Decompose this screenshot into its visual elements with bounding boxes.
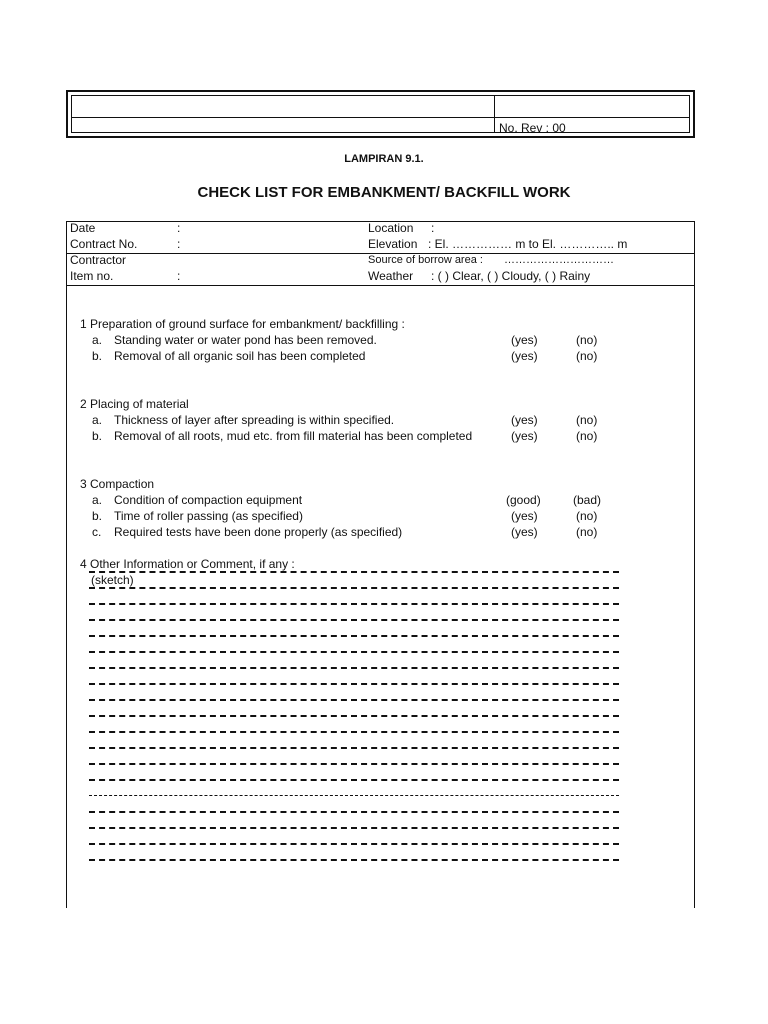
item-text: Condition of compaction equipment [114,493,303,507]
header-column-divider [494,96,495,132]
option-no[interactable]: (no) [576,509,598,523]
comment-line[interactable] [89,667,619,669]
item-letter: c. [92,525,102,539]
frame-left-border [66,286,67,908]
appendix-label: LAMPIRAN 9.1. [344,153,424,165]
comment-line[interactable] [89,651,619,653]
page-title: CHECK LIST FOR EMBANKMENT/ BACKFILL WORK [197,184,571,201]
item-text: Required tests have been done properly (as specified) [114,525,403,539]
header-divider [72,117,689,118]
option-no[interactable]: (no) [576,525,598,539]
comment-line[interactable] [89,715,619,717]
location-label: Location [368,221,414,235]
contract-label: Contract No. [70,237,138,251]
comment-line[interactable] [89,747,619,749]
option-yes[interactable]: (yes) [511,413,538,427]
sketch-label: (sketch) [91,573,134,587]
item-letter: b. [92,429,103,443]
item-letter: a. [92,333,103,347]
comment-line[interactable] [89,795,619,796]
item-letter: b. [92,349,103,363]
comment-line[interactable] [89,779,619,781]
option-yes[interactable]: (yes) [511,429,538,443]
item-text: Removal of all organic soil has been completed [114,349,366,363]
comment-line[interactable] [89,827,619,829]
revision-number: No. Rev : 00 [499,121,566,135]
comment-line[interactable] [89,635,619,637]
option-no[interactable]: (no) [576,349,598,363]
option-no[interactable]: (no) [576,413,598,427]
comment-line[interactable] [89,859,619,861]
option-yes[interactable]: (yes) [511,509,538,523]
option-no[interactable]: (no) [576,333,598,347]
option-no[interactable]: (no) [576,429,598,443]
contract-colon: : [177,237,181,251]
item-letter: b. [92,509,103,523]
header-box [66,90,695,138]
frame-right-border [694,286,695,908]
section-4-heading: 4 Other Information or Comment, if any : [80,557,295,571]
section-1-heading: 1 Preparation of ground surface for embankment/ backfilling : [80,317,405,331]
comment-line[interactable] [89,731,619,733]
section-3-heading: 3 Compaction [80,477,155,491]
comment-line[interactable] [89,763,619,765]
section-2-heading: 2 Placing of material [80,397,189,411]
comment-line[interactable] [89,619,619,621]
option-yes[interactable]: (yes) [511,333,538,347]
source-label: Source of borrow area : [368,254,483,266]
source-value: ………………………… [504,254,614,266]
comment-line[interactable] [89,571,619,573]
elevation-value: : El. …………… m to El. ………….. m [428,237,628,251]
comment-line[interactable] [89,843,619,845]
item-letter: a. [92,493,103,507]
item-text: Thickness of layer after spreading is within specified. [114,413,395,427]
location-colon: : [431,221,435,235]
comment-line[interactable] [89,811,619,813]
weather-label: Weather [368,269,414,283]
elevation-label: Elevation [368,237,418,251]
contractor-label: Contractor [70,253,127,267]
comment-line[interactable] [89,683,619,685]
item-text: Standing water or water pond has been removed. [114,333,377,347]
item-label: Item no. [70,269,114,283]
date-label: Date [70,221,96,235]
option-good[interactable]: (good) [506,493,541,507]
item-text: Removal of all roots, mud etc. from fill material has been completed [114,429,473,443]
comment-line[interactable] [89,603,619,605]
option-yes[interactable]: (yes) [511,349,538,363]
comment-line[interactable] [89,587,619,589]
option-bad[interactable]: (bad) [573,493,602,507]
item-text: Time of roller passing (as specified) [114,509,303,523]
date-colon: : [177,221,181,235]
item-letter: a. [92,413,103,427]
header-inner-box [71,95,690,133]
option-yes[interactable]: (yes) [511,525,538,539]
item-colon: : [177,269,181,283]
weather-value: : ( ) Clear, ( ) Cloudy, ( ) Rainy [431,269,591,283]
comment-line[interactable] [89,699,619,701]
